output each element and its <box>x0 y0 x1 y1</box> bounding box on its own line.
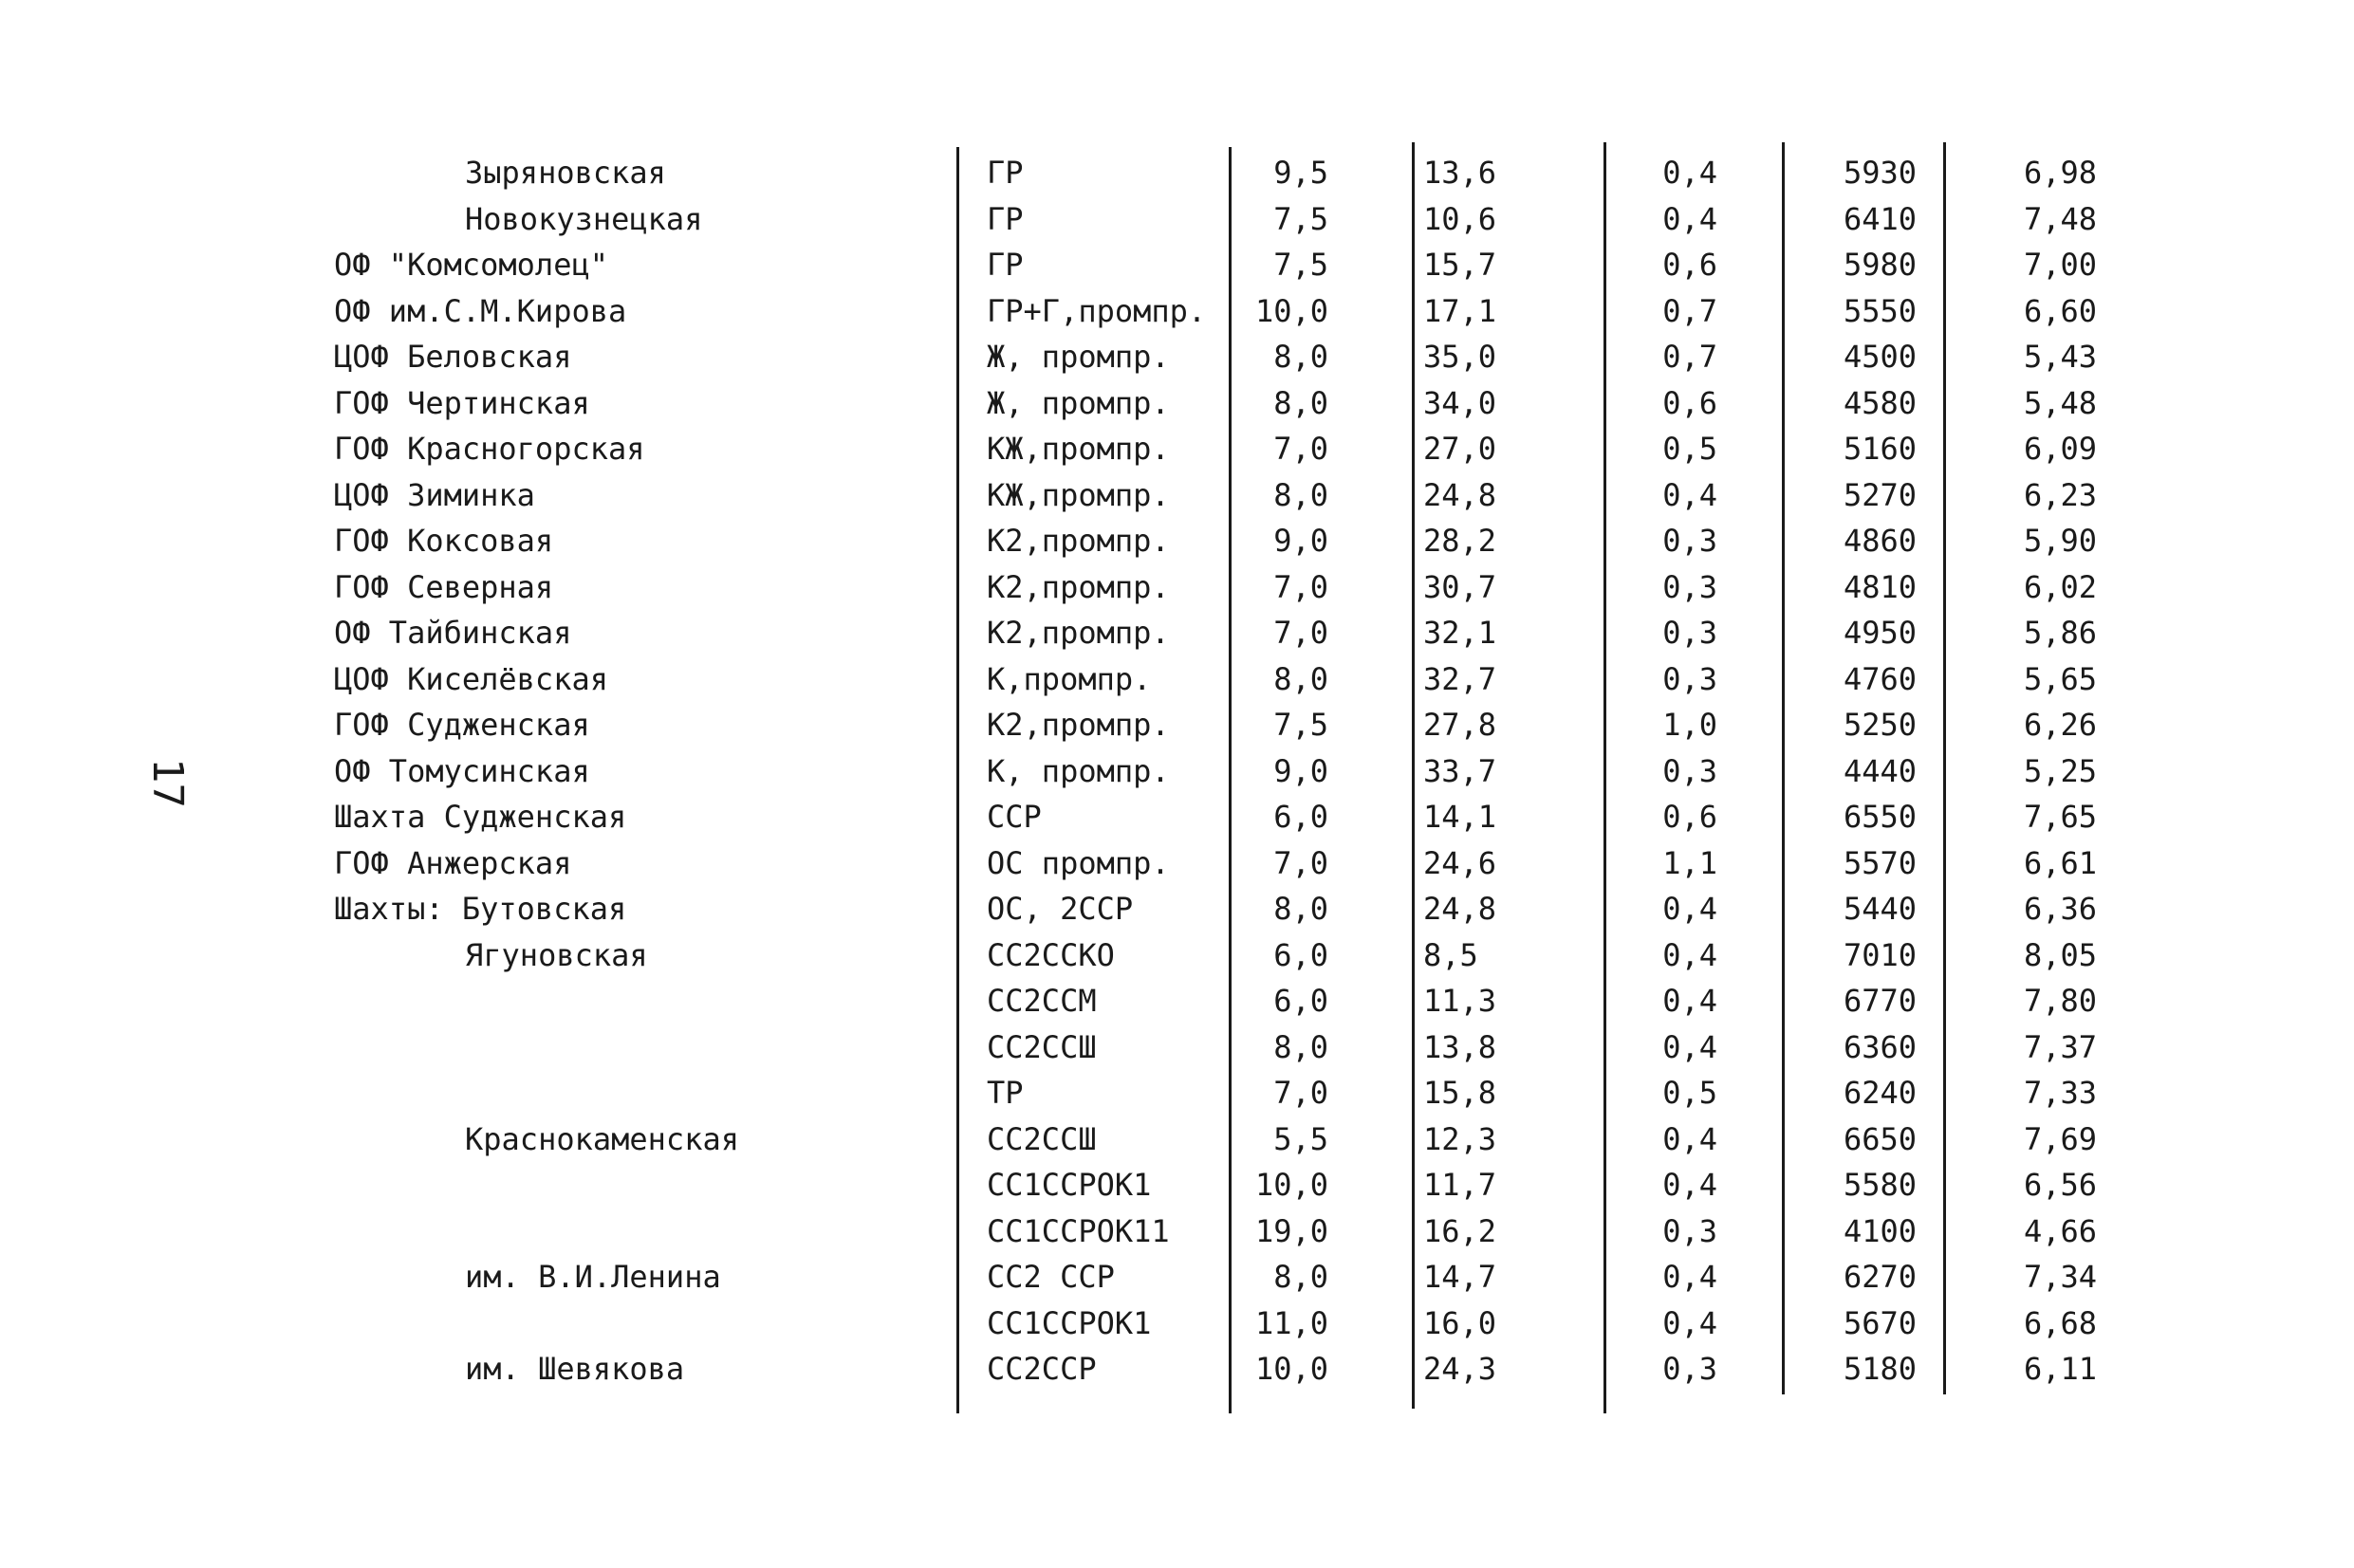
row-value-c: 0,3 <box>1662 1212 1717 1249</box>
row-value-e: 6,23 <box>2023 476 2097 513</box>
table-row <box>0 1346 2354 1392</box>
table-row <box>0 610 2354 655</box>
row-value-c: 0,7 <box>1662 292 1717 329</box>
row-grade: К,промпр. <box>987 660 1152 697</box>
table-row <box>0 288 2354 334</box>
row-value-b: 32,1 <box>1423 615 1497 651</box>
row-name: ЦОФ Киселёвская <box>334 660 608 697</box>
row-value-e: 6,60 <box>2023 292 2097 329</box>
row-grade: СС2 ССР <box>987 1259 1115 1295</box>
page-number: 17 <box>142 758 192 808</box>
table-row <box>0 1301 2354 1346</box>
row-value-d: 7010 <box>1843 936 1917 973</box>
row-value-c: 0,4 <box>1662 1304 1717 1341</box>
row-name: ЦОФ Зиминка <box>334 476 535 513</box>
row-value-a: 10,0 <box>1254 292 1328 329</box>
row-name: ГОФ Северная <box>334 568 554 605</box>
row-value-a: 8,0 <box>1273 1259 1328 1295</box>
row-grade: ОС промпр. <box>987 844 1170 881</box>
row-grade: К2,промпр. <box>987 523 1170 559</box>
table-row <box>0 794 2354 839</box>
row-value-e: 5,65 <box>2023 660 2097 697</box>
row-value-c: 0,7 <box>1662 339 1717 375</box>
row-value-b: 16,0 <box>1423 1304 1497 1341</box>
row-value-a: 11,0 <box>1254 1304 1328 1341</box>
row-name: ОФ Томусинская <box>334 752 590 789</box>
row-value-c: 0,4 <box>1662 476 1717 513</box>
row-grade: ГР <box>987 155 1024 191</box>
row-value-b: 15,8 <box>1423 1075 1497 1111</box>
row-value-e: 7,00 <box>2023 247 2097 283</box>
row-value-a: 7,0 <box>1273 431 1328 467</box>
table-row <box>0 150 2354 195</box>
row-grade: К2,промпр. <box>987 707 1170 743</box>
row-value-c: 0,4 <box>1662 891 1717 927</box>
table-row <box>0 656 2354 702</box>
row-value-c: 0,3 <box>1662 1351 1717 1387</box>
row-grade: Ж, промпр. <box>987 339 1170 375</box>
row-grade: ГР <box>987 247 1024 283</box>
row-value-b: 14,7 <box>1423 1259 1497 1295</box>
row-value-b: 10,6 <box>1423 200 1497 237</box>
row-value-a: 8,0 <box>1273 339 1328 375</box>
row-grade: ТР <box>987 1075 1024 1111</box>
row-value-a: 10,0 <box>1254 1351 1328 1387</box>
row-value-a: 7,0 <box>1273 1075 1328 1111</box>
row-value-e: 6,26 <box>2023 707 2097 743</box>
row-value-e: 6,68 <box>2023 1304 2097 1341</box>
row-value-d: 5180 <box>1843 1351 1917 1387</box>
row-name: ОФ им.С.М.Кирова <box>334 292 627 329</box>
row-value-c: 0,4 <box>1662 1259 1717 1295</box>
row-value-a: 8,0 <box>1273 384 1328 421</box>
row-value-b: 11,7 <box>1423 1167 1497 1203</box>
row-value-c: 0,4 <box>1662 1120 1717 1157</box>
row-value-a: 6,0 <box>1273 936 1328 973</box>
row-value-c: 0,6 <box>1662 384 1717 421</box>
table-row <box>0 196 2354 242</box>
row-grade: СС1ССРОК1 <box>987 1167 1152 1203</box>
row-grade: СС2ССКО <box>987 936 1115 973</box>
table-row <box>0 564 2354 610</box>
table-row <box>0 1070 2354 1116</box>
row-value-d: 5570 <box>1843 844 1917 881</box>
row-grade: КЖ,промпр. <box>987 476 1170 513</box>
row-value-e: 5,25 <box>2023 752 2097 789</box>
row-value-e: 6,11 <box>2023 1351 2097 1387</box>
row-value-d: 6410 <box>1843 200 1917 237</box>
row-value-e: 6,61 <box>2023 844 2097 881</box>
row-name: Шахты: Бутовская <box>334 891 627 927</box>
row-value-a: 7,5 <box>1273 247 1328 283</box>
table-row <box>0 886 2354 932</box>
row-value-a: 5,5 <box>1273 1120 1328 1157</box>
row-value-e: 7,33 <box>2023 1075 2097 1111</box>
row-value-e: 7,48 <box>2023 200 2097 237</box>
table-row <box>0 1254 2354 1300</box>
row-value-b: 14,1 <box>1423 799 1497 835</box>
row-value-c: 0,4 <box>1662 983 1717 1019</box>
row-value-d: 4580 <box>1843 384 1917 421</box>
row-value-d: 4440 <box>1843 752 1917 789</box>
row-name: Краснокаменская <box>465 1120 739 1157</box>
row-value-c: 0,3 <box>1662 568 1717 605</box>
row-value-a: 9,5 <box>1273 155 1328 191</box>
table-row <box>0 840 2354 886</box>
row-name: Новокузнецкая <box>465 200 703 237</box>
row-value-d: 6240 <box>1843 1075 1917 1111</box>
row-value-d: 5580 <box>1843 1167 1917 1203</box>
row-value-b: 24,8 <box>1423 891 1497 927</box>
row-name: ГОФ Анжерская <box>334 844 572 881</box>
row-grade: ОС, 2ССР <box>987 891 1134 927</box>
row-value-e: 5,86 <box>2023 615 2097 651</box>
row-value-a: 7,5 <box>1273 200 1328 237</box>
row-value-b: 27,0 <box>1423 431 1497 467</box>
row-name: ОФ "Комсомолец" <box>334 247 608 283</box>
row-value-b: 24,8 <box>1423 476 1497 513</box>
row-value-b: 17,1 <box>1423 292 1497 329</box>
row-value-d: 5930 <box>1843 155 1917 191</box>
row-value-b: 13,8 <box>1423 1028 1497 1065</box>
row-name: ЦОФ Беловская <box>334 339 572 375</box>
table-row <box>0 978 2354 1024</box>
row-value-d: 4860 <box>1843 523 1917 559</box>
row-value-d: 6650 <box>1843 1120 1917 1157</box>
row-value-d: 4100 <box>1843 1212 1917 1249</box>
table-row <box>0 334 2354 379</box>
row-value-d: 4810 <box>1843 568 1917 605</box>
row-grade: СС2ССШ <box>987 1120 1097 1157</box>
table-row <box>0 242 2354 287</box>
row-value-b: 15,7 <box>1423 247 1497 283</box>
row-value-d: 4500 <box>1843 339 1917 375</box>
row-value-c: 0,4 <box>1662 1167 1717 1203</box>
row-value-e: 7,37 <box>2023 1028 2097 1065</box>
row-value-e: 4,66 <box>2023 1212 2097 1249</box>
row-value-e: 6,36 <box>2023 891 2097 927</box>
row-value-d: 6550 <box>1843 799 1917 835</box>
row-value-b: 32,7 <box>1423 660 1497 697</box>
row-value-c: 0,5 <box>1662 1075 1717 1111</box>
row-name: Ягуновская <box>465 936 648 973</box>
row-value-c: 0,3 <box>1662 523 1717 559</box>
row-value-d: 5550 <box>1843 292 1917 329</box>
row-value-b: 34,0 <box>1423 384 1497 421</box>
row-value-a: 9,0 <box>1273 752 1328 789</box>
row-value-c: 0,3 <box>1662 752 1717 789</box>
table-row <box>0 1116 2354 1162</box>
row-value-b: 28,2 <box>1423 523 1497 559</box>
table-row <box>0 426 2354 471</box>
row-value-a: 8,0 <box>1273 476 1328 513</box>
row-value-e: 7,80 <box>2023 983 2097 1019</box>
row-value-b: 12,3 <box>1423 1120 1497 1157</box>
row-value-c: 0,4 <box>1662 936 1717 973</box>
row-grade: СС2ССМ <box>987 983 1097 1019</box>
row-value-e: 6,98 <box>2023 155 2097 191</box>
row-grade: СС1ССРОК1 <box>987 1304 1152 1341</box>
row-grade: К2,промпр. <box>987 568 1170 605</box>
row-value-d: 6270 <box>1843 1259 1917 1295</box>
row-value-a: 7,0 <box>1273 568 1328 605</box>
row-value-c: 0,3 <box>1662 615 1717 651</box>
row-value-a: 8,0 <box>1273 660 1328 697</box>
row-value-c: 0,4 <box>1662 200 1717 237</box>
row-grade: ГР+Г,промпр. <box>987 292 1207 329</box>
row-name: Шахта Судженская <box>334 799 627 835</box>
row-grade: Ж, промпр. <box>987 384 1170 421</box>
row-grade: КЖ,промпр. <box>987 431 1170 467</box>
row-value-e: 6,02 <box>2023 568 2097 605</box>
row-value-a: 8,0 <box>1273 1028 1328 1065</box>
row-value-c: 0,6 <box>1662 247 1717 283</box>
row-value-a: 19,0 <box>1254 1212 1328 1249</box>
row-name: ГОФ Судженская <box>334 707 590 743</box>
row-value-a: 7,5 <box>1273 707 1328 743</box>
row-value-a: 6,0 <box>1273 983 1328 1019</box>
row-value-d: 4950 <box>1843 615 1917 651</box>
table-row <box>0 748 2354 794</box>
row-value-c: 0,4 <box>1662 155 1717 191</box>
row-grade: ССР <box>987 799 1042 835</box>
row-value-a: 10,0 <box>1254 1167 1328 1203</box>
row-value-b: 13,6 <box>1423 155 1497 191</box>
row-name: им. Шевякова <box>465 1351 685 1387</box>
row-value-c: 0,4 <box>1662 1028 1717 1065</box>
row-value-a: 7,0 <box>1273 615 1328 651</box>
row-value-d: 5160 <box>1843 431 1917 467</box>
row-value-e: 8,05 <box>2023 936 2097 973</box>
row-value-e: 5,43 <box>2023 339 2097 375</box>
row-value-d: 5980 <box>1843 247 1917 283</box>
row-value-c: 0,3 <box>1662 660 1717 697</box>
row-value-b: 33,7 <box>1423 752 1497 789</box>
row-value-e: 6,09 <box>2023 431 2097 467</box>
row-name: Зыряновская <box>465 155 666 191</box>
row-value-b: 24,6 <box>1423 844 1497 881</box>
row-name: ОФ Тайбинская <box>334 615 572 651</box>
row-value-e: 7,69 <box>2023 1120 2097 1157</box>
row-value-d: 5270 <box>1843 476 1917 513</box>
row-grade: К2,промпр. <box>987 615 1170 651</box>
row-value-d: 6360 <box>1843 1028 1917 1065</box>
row-value-b: 8,5 <box>1423 936 1478 973</box>
table-row <box>0 1208 2354 1254</box>
row-name: им. В.И.Ленина <box>465 1259 721 1295</box>
row-name: ГОФ Коксовая <box>334 523 554 559</box>
row-value-e: 5,90 <box>2023 523 2097 559</box>
row-grade: СС2ССР <box>987 1351 1097 1387</box>
row-grade: ГР <box>987 200 1024 237</box>
row-value-a: 6,0 <box>1273 799 1328 835</box>
row-name: ГОФ Чертинская <box>334 384 590 421</box>
row-value-a: 7,0 <box>1273 844 1328 881</box>
row-value-b: 27,8 <box>1423 707 1497 743</box>
table-row <box>0 1024 2354 1070</box>
row-value-d: 6770 <box>1843 983 1917 1019</box>
row-value-b: 30,7 <box>1423 568 1497 605</box>
row-grade: К, промпр. <box>987 752 1170 789</box>
row-value-d: 5250 <box>1843 707 1917 743</box>
row-value-c: 0,5 <box>1662 431 1717 467</box>
table-row <box>0 702 2354 747</box>
row-value-b: 16,2 <box>1423 1212 1497 1249</box>
row-value-a: 8,0 <box>1273 891 1328 927</box>
table-row <box>0 518 2354 563</box>
row-value-e: 6,56 <box>2023 1167 2097 1203</box>
row-value-d: 5670 <box>1843 1304 1917 1341</box>
row-value-a: 9,0 <box>1273 523 1328 559</box>
row-value-c: 1,0 <box>1662 707 1717 743</box>
table-row <box>0 380 2354 426</box>
row-value-e: 7,65 <box>2023 799 2097 835</box>
table-row <box>0 1162 2354 1208</box>
row-value-b: 24,3 <box>1423 1351 1497 1387</box>
row-grade: СС1ССРОК11 <box>987 1212 1170 1249</box>
row-value-b: 35,0 <box>1423 339 1497 375</box>
row-value-e: 7,34 <box>2023 1259 2097 1295</box>
row-value-e: 5,48 <box>2023 384 2097 421</box>
table-row <box>0 472 2354 518</box>
row-name: ГОФ Красногорская <box>334 431 645 467</box>
row-value-d: 4760 <box>1843 660 1917 697</box>
row-grade: СС2ССШ <box>987 1028 1097 1065</box>
row-value-b: 11,3 <box>1423 983 1497 1019</box>
row-value-c: 0,6 <box>1662 799 1717 835</box>
row-value-d: 5440 <box>1843 891 1917 927</box>
row-value-c: 1,1 <box>1662 844 1717 881</box>
table-row <box>0 932 2354 978</box>
